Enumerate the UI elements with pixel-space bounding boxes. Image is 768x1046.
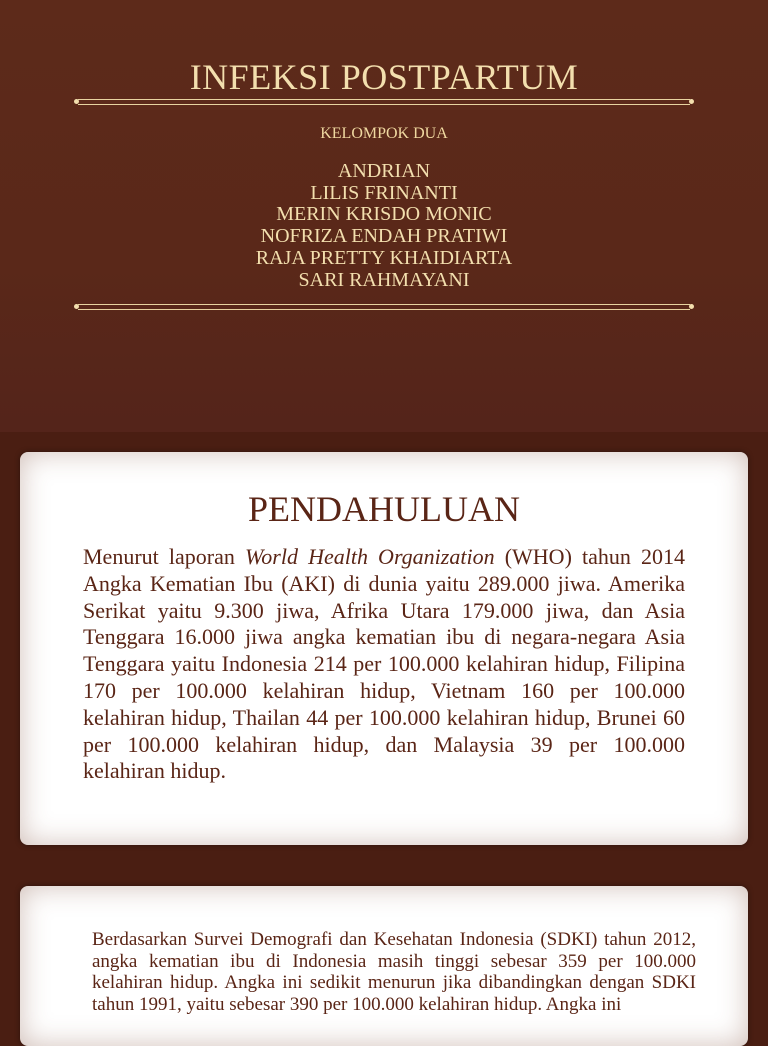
paragraph-text: (WHO) tahun 2014 Angka Kematian Ibu (AKI) di dunia yaitu 289.000 jiwa. Amerika Serikat yaitu 9.300 jiwa, Afrika Utara 179.000 jiwa, dan Asia Tenggara 16.000 jiwa angka kematian ibu di negara-negara Asia Tenggara yaitu Indonesia 214 per 100.000 kelahiran hidup, Filipina 170 per 100.000 kelahiran hidup, Vietnam 160 per 100.000 kelahiran hidup, Thailan 44 per 100.000 kelahiran hidup, Brunei 60 per 100.000 kelahiran hidup, dan Malaysia 39 per 100.000 kelahiran hidup. bbox=[83, 544, 686, 784]
member-name: NOFRIZA ENDAH PRATIWI bbox=[260, 225, 508, 248]
decorative-rule-top bbox=[78, 99, 690, 105]
title-slide bbox=[0, 0, 768, 432]
paragraph-text: Menurut laporan bbox=[83, 544, 245, 569]
paragraph-italic-term: World Health Organization bbox=[244, 544, 495, 569]
sdki-slide bbox=[20, 886, 748, 1046]
member-name: RAJA PRETTY KHAIDIARTA bbox=[255, 246, 513, 269]
member-name: ANDRIAN bbox=[337, 160, 431, 182]
member-name: LILIS FRINANTI bbox=[310, 181, 458, 204]
intro-slide bbox=[20, 452, 748, 845]
member-list bbox=[0, 161, 768, 291]
slide-title: INFEKSI POSTPARTUM bbox=[189, 57, 579, 97]
decorative-rule-bottom bbox=[78, 304, 690, 310]
sdki-paragraph: Berdasarkan Survei Demografi dan Kesehatan Indonesia (SDKI) tahun 2012, angka kematian ibu di Indonesia masih tinggi sebesar 359 per 100.000 kelahiran hidup. Angka ini sedikit menurun jika dibandingkan dengan SDKI tahun 1991, yaitu sebesar 390 per 100.000 kelahiran hidup. Angka ini bbox=[92, 929, 696, 1015]
member-name: MERIN KRISDO MONIC bbox=[276, 203, 492, 226]
intro-paragraph bbox=[83, 544, 685, 785]
group-label: KELOMPOK DUA bbox=[320, 125, 448, 142]
member-name: SARI RAHMAYANI bbox=[298, 268, 470, 291]
slide-heading: PENDAHULUAN bbox=[248, 489, 520, 529]
